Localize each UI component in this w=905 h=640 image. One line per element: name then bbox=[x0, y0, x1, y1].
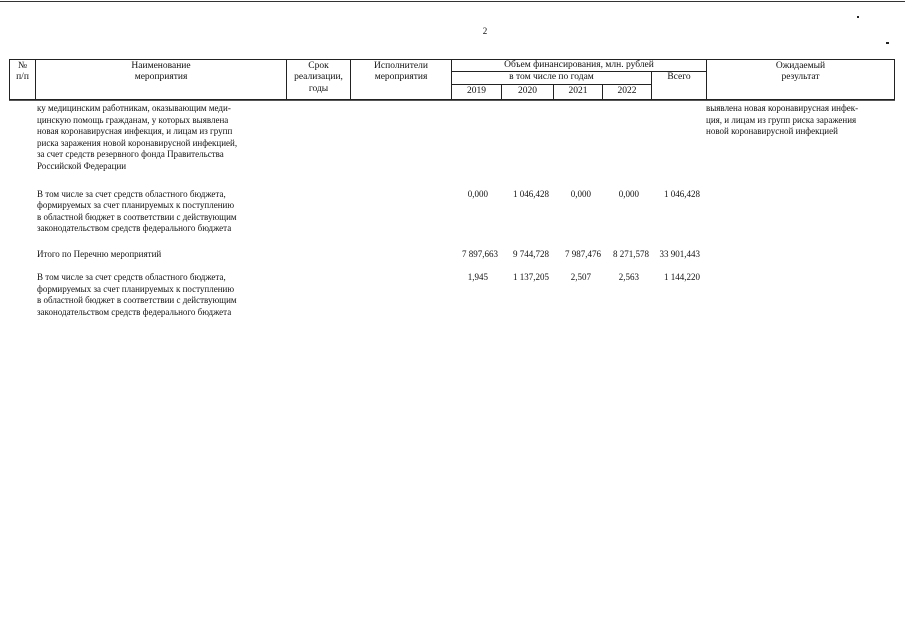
scan-speck bbox=[886, 42, 889, 44]
header-year-2021: 2021 bbox=[568, 86, 588, 96]
row-result-line: ция, и лицам из групп риска заражения bbox=[706, 115, 857, 125]
header-term-line1: Срок bbox=[308, 61, 329, 71]
value-2020: 9 744,728 bbox=[513, 249, 549, 259]
header-term-line3: годы bbox=[308, 84, 329, 94]
top-border-line bbox=[0, 1, 905, 2]
row-name-line: формируемых за счет планируемых к поступлению bbox=[37, 284, 235, 294]
row-name-line: новая коронавирусная инфекция, и лицам из групп bbox=[37, 126, 233, 136]
header-year-2019: 2019 bbox=[467, 86, 486, 96]
row-result-line: новой коронавирусной инфекцией bbox=[706, 126, 838, 136]
value-2022: 2,563 bbox=[618, 272, 639, 282]
header-name-line2: мероприятия bbox=[134, 72, 188, 82]
page-number: 2 bbox=[482, 26, 488, 36]
header-result-line2: результат bbox=[781, 72, 820, 82]
header-year-2022: 2022 bbox=[617, 86, 637, 96]
row-name-line: в областной бюджет в соответствии с действующим bbox=[37, 212, 237, 222]
row-name-line: риска заражения новой коронавирусной инфекцией, bbox=[37, 138, 238, 148]
header-exec-line1: Исполнители bbox=[374, 61, 428, 71]
header-name-line1: Наименование bbox=[131, 61, 191, 71]
header-result-line1: Ожидаемый bbox=[775, 61, 826, 71]
row-name-line: ку медицинским работникам, оказывающим меди- bbox=[37, 103, 231, 113]
row-result-line: выявлена новая коронавирусная инфек- bbox=[706, 103, 859, 113]
value-2019: 1,945 bbox=[467, 272, 488, 282]
header-bottom-rule bbox=[9, 100, 895, 101]
header-num-line1: № bbox=[17, 61, 28, 71]
value-total: 33 901,443 bbox=[659, 249, 700, 259]
header-funding: Объем финансирования, млн. рублей bbox=[504, 60, 654, 70]
header-year-2020: 2020 bbox=[518, 86, 537, 96]
row-name-line: цинскую помощь гражданам, у которых выявлена bbox=[37, 115, 229, 125]
row-name-line: законодательством средств федерального бюджета bbox=[37, 307, 232, 317]
value-2022: 0,000 bbox=[618, 189, 639, 199]
value-total: 1 144,220 bbox=[664, 272, 700, 282]
value-2021: 0,000 bbox=[570, 189, 591, 199]
header-total: Всего bbox=[667, 72, 691, 82]
scan-speck bbox=[857, 16, 859, 18]
value-2019: 0,000 bbox=[467, 189, 488, 199]
row-name-line: в областной бюджет в соответствии с действующим bbox=[37, 295, 237, 305]
row-name-line: Российской Федерации bbox=[37, 161, 127, 171]
value-2020: 1 137,205 bbox=[513, 272, 549, 282]
value-2019: 7 897,663 bbox=[462, 249, 498, 259]
header-exec-line2: мероприятия bbox=[374, 72, 428, 82]
value-2021: 7 987,476 bbox=[565, 249, 601, 259]
value-2021: 2,507 bbox=[570, 272, 591, 282]
row-name-line: законодательством средств федерального бюджета bbox=[37, 223, 232, 233]
table-header bbox=[9, 59, 895, 100]
header-num-line2: п/п bbox=[16, 72, 29, 82]
value-2020: 1 046,428 bbox=[513, 189, 549, 199]
header-term-line2: реализации, bbox=[294, 72, 343, 82]
row-name-line: Итого по Перечню мероприятий bbox=[37, 249, 162, 259]
row-name-line: формируемых за счет планируемых к поступлению bbox=[37, 200, 235, 210]
row-name-line: за счет средств резервного фонда Правительства bbox=[37, 149, 224, 159]
value-total: 1 046,428 bbox=[664, 189, 700, 199]
row-name-line: В том числе за счет средств областного бюджета, bbox=[37, 272, 226, 282]
row-name-line: В том числе за счет средств областного бюджета, bbox=[37, 189, 226, 199]
header-by-years: в том числе по годам bbox=[509, 72, 594, 82]
value-2022: 8 271,578 bbox=[613, 249, 649, 259]
